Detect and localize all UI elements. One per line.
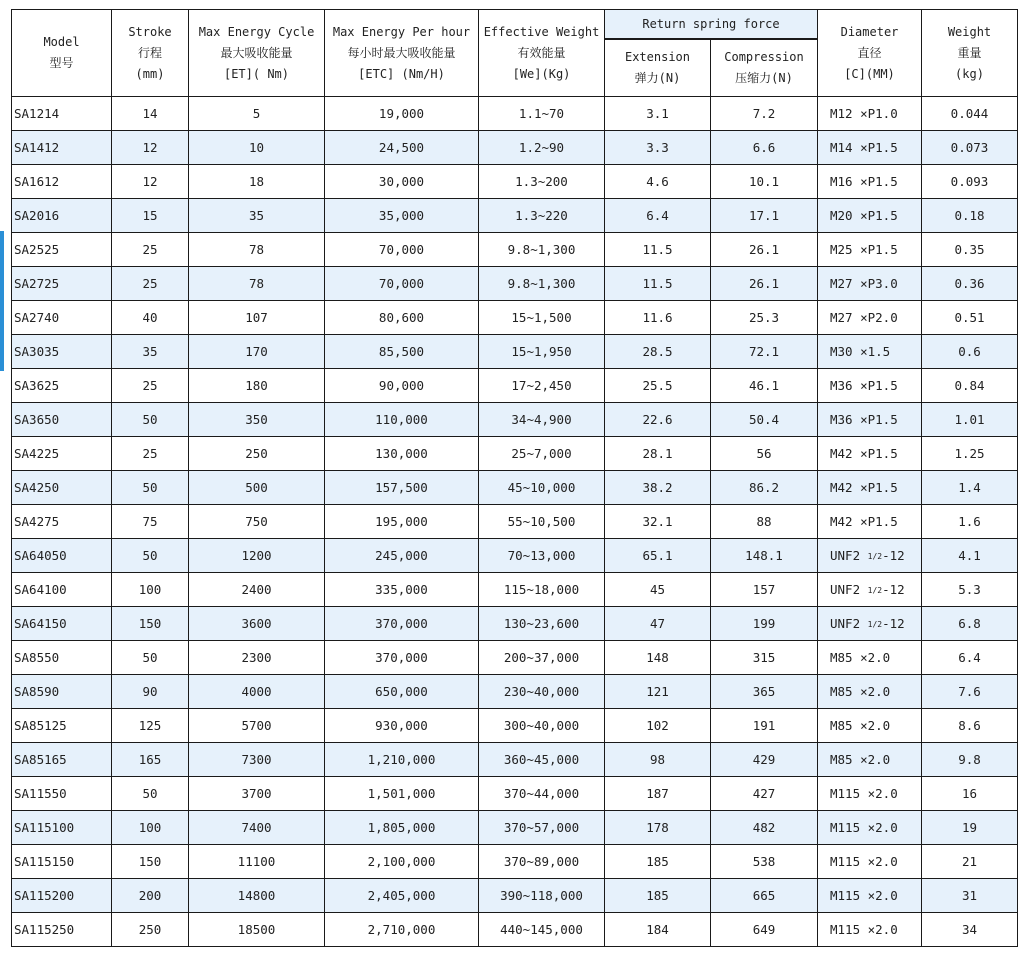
cell-max-energy-cycle: 35 — [189, 199, 325, 233]
table-row — [12, 301, 1018, 335]
cell-stroke: 50 — [112, 471, 189, 505]
cell-diameter — [818, 233, 922, 267]
cell-model: SA85165 — [12, 743, 112, 777]
cell-extension: 11.6 — [605, 301, 711, 335]
cell-max-energy-hour: 70,000 — [325, 267, 479, 301]
cell-stroke: 150 — [112, 607, 189, 641]
cell-max-energy-hour: 130,000 — [325, 437, 479, 471]
diameter-main: M36 ×P1.5 — [830, 412, 898, 427]
cell-model: SA3625 — [12, 369, 112, 403]
diameter-thread: -12 — [882, 616, 905, 631]
cell-model: SA2525 — [12, 233, 112, 267]
cell-weight: 4.1 — [922, 539, 1018, 573]
diameter-fraction: 1/2 — [867, 552, 883, 561]
cell-weight: 7.6 — [922, 675, 1018, 709]
cell-max-energy-cycle: 2400 — [189, 573, 325, 607]
cell-model: SA1214 — [12, 97, 112, 131]
cell-max-energy-hour: 2,405,000 — [325, 879, 479, 913]
table-row — [12, 539, 1018, 573]
cell-diameter — [818, 505, 922, 539]
cell-effective-weight: 1.2~90 — [479, 131, 605, 165]
cell-effective-weight: 9.8~1,300 — [479, 233, 605, 267]
cell-max-energy-hour: 195,000 — [325, 505, 479, 539]
cell-compression: 429 — [711, 743, 818, 777]
cell-stroke: 50 — [112, 403, 189, 437]
cell-effective-weight: 200~37,000 — [479, 641, 605, 675]
table-row — [12, 743, 1018, 777]
cell-diameter — [818, 641, 922, 675]
cell-effective-weight: 1.3~220 — [479, 199, 605, 233]
cell-max-energy-hour: 157,500 — [325, 471, 479, 505]
cell-extension: 121 — [605, 675, 711, 709]
cell-max-energy-hour: 2,100,000 — [325, 845, 479, 879]
cell-compression: 427 — [711, 777, 818, 811]
cell-diameter — [818, 675, 922, 709]
cell-model: SA8550 — [12, 641, 112, 675]
cell-stroke: 12 — [112, 165, 189, 199]
cell-effective-weight: 230~40,000 — [479, 675, 605, 709]
diameter-thread: -12 — [882, 582, 905, 597]
diameter-main: M14 ×P1.5 — [830, 140, 898, 155]
cell-extension: 65.1 — [605, 539, 711, 573]
cell-stroke: 125 — [112, 709, 189, 743]
cell-weight: 5.3 — [922, 573, 1018, 607]
cell-compression: 7.2 — [711, 97, 818, 131]
cell-diameter — [818, 335, 922, 369]
cell-effective-weight: 55~10,500 — [479, 505, 605, 539]
cell-compression: 25.3 — [711, 301, 818, 335]
cell-max-energy-cycle: 2300 — [189, 641, 325, 675]
cell-stroke: 75 — [112, 505, 189, 539]
cell-model: SA64150 — [12, 607, 112, 641]
table-row — [12, 97, 1018, 131]
cell-diameter — [818, 267, 922, 301]
cell-effective-weight: 34~4,900 — [479, 403, 605, 437]
cell-max-energy-cycle: 350 — [189, 403, 325, 437]
cell-model: SA115150 — [12, 845, 112, 879]
table-row — [12, 131, 1018, 165]
cell-weight: 0.18 — [922, 199, 1018, 233]
cell-compression: 157 — [711, 573, 818, 607]
cell-max-energy-cycle: 170 — [189, 335, 325, 369]
cell-compression: 538 — [711, 845, 818, 879]
cell-weight: 0.6 — [922, 335, 1018, 369]
cell-max-energy-hour: 85,500 — [325, 335, 479, 369]
cell-stroke: 50 — [112, 777, 189, 811]
cell-extension: 47 — [605, 607, 711, 641]
cell-diameter — [818, 131, 922, 165]
cell-compression: 6.6 — [711, 131, 818, 165]
cell-effective-weight: 390~118,000 — [479, 879, 605, 913]
table-header — [12, 10, 1018, 97]
table-row — [12, 369, 1018, 403]
cell-max-energy-cycle: 250 — [189, 437, 325, 471]
cell-max-energy-hour: 35,000 — [325, 199, 479, 233]
cell-diameter — [818, 879, 922, 913]
table-row — [12, 199, 1018, 233]
cell-model: SA2016 — [12, 199, 112, 233]
cell-diameter — [818, 607, 922, 641]
table-row — [12, 641, 1018, 675]
cell-stroke: 40 — [112, 301, 189, 335]
cell-effective-weight: 130~23,600 — [479, 607, 605, 641]
cell-max-energy-hour: 1,210,000 — [325, 743, 479, 777]
cell-diameter — [818, 743, 922, 777]
header-return-spring-force: Return spring force — [605, 10, 818, 40]
diameter-main: M115 ×2.0 — [830, 854, 898, 869]
header-model: Model 型号 — [12, 10, 112, 97]
cell-weight: 34 — [922, 913, 1018, 947]
diameter-fraction: 1/2 — [867, 586, 883, 595]
cell-weight: 9.8 — [922, 743, 1018, 777]
cell-weight: 0.35 — [922, 233, 1018, 267]
cell-weight: 0.84 — [922, 369, 1018, 403]
cell-diameter — [818, 573, 922, 607]
table-row — [12, 607, 1018, 641]
cell-weight: 1.6 — [922, 505, 1018, 539]
cell-diameter — [818, 471, 922, 505]
cell-max-energy-hour: 335,000 — [325, 573, 479, 607]
cell-model: SA4225 — [12, 437, 112, 471]
cell-stroke: 50 — [112, 539, 189, 573]
cell-extension: 184 — [605, 913, 711, 947]
cell-effective-weight: 70~13,000 — [479, 539, 605, 573]
cell-max-energy-cycle: 3600 — [189, 607, 325, 641]
cell-max-energy-hour: 70,000 — [325, 233, 479, 267]
cell-model: SA3650 — [12, 403, 112, 437]
diameter-main: M85 ×2.0 — [830, 718, 891, 733]
cell-extension: 45 — [605, 573, 711, 607]
cell-extension: 28.1 — [605, 437, 711, 471]
cell-effective-weight: 300~40,000 — [479, 709, 605, 743]
table-row — [12, 403, 1018, 437]
cell-effective-weight: 25~7,000 — [479, 437, 605, 471]
table-row — [12, 335, 1018, 369]
cell-max-energy-hour: 370,000 — [325, 641, 479, 675]
cell-weight: 1.01 — [922, 403, 1018, 437]
cell-effective-weight: 9.8~1,300 — [479, 267, 605, 301]
cell-weight: 0.093 — [922, 165, 1018, 199]
cell-extension: 102 — [605, 709, 711, 743]
cell-max-energy-cycle: 11100 — [189, 845, 325, 879]
cell-max-energy-hour: 930,000 — [325, 709, 479, 743]
cell-extension: 6.4 — [605, 199, 711, 233]
cell-diameter — [818, 97, 922, 131]
cell-max-energy-cycle: 78 — [189, 233, 325, 267]
cell-diameter — [818, 199, 922, 233]
cell-max-energy-hour: 2,710,000 — [325, 913, 479, 947]
cell-max-energy-cycle: 750 — [189, 505, 325, 539]
cell-compression: 482 — [711, 811, 818, 845]
cell-model: SA115250 — [12, 913, 112, 947]
diameter-main: M115 ×2.0 — [830, 820, 898, 835]
cell-max-energy-hour: 110,000 — [325, 403, 479, 437]
diameter-main: M27 ×P2.0 — [830, 310, 898, 325]
cell-stroke: 25 — [112, 437, 189, 471]
cell-compression: 26.1 — [711, 233, 818, 267]
cell-diameter — [818, 777, 922, 811]
cell-diameter — [818, 165, 922, 199]
header-extension: Extension 弹力(N) — [605, 39, 711, 97]
cell-stroke: 100 — [112, 573, 189, 607]
cell-diameter — [818, 811, 922, 845]
diameter-main: M16 ×P1.5 — [830, 174, 898, 189]
cell-extension: 3.1 — [605, 97, 711, 131]
cell-stroke: 100 — [112, 811, 189, 845]
diameter-main: M25 ×P1.5 — [830, 242, 898, 257]
cell-effective-weight: 370~44,000 — [479, 777, 605, 811]
table-body — [12, 97, 1018, 947]
cell-extension: 178 — [605, 811, 711, 845]
table-row — [12, 811, 1018, 845]
header-stroke: Stroke 行程 (mm) — [112, 10, 189, 97]
cell-weight: 6.8 — [922, 607, 1018, 641]
cell-diameter — [818, 845, 922, 879]
cell-model: SA64050 — [12, 539, 112, 573]
cell-max-energy-cycle: 3700 — [189, 777, 325, 811]
cell-max-energy-hour: 80,600 — [325, 301, 479, 335]
header-compression: Compression 压缩力(N) — [711, 39, 818, 97]
cell-stroke: 25 — [112, 369, 189, 403]
diameter-main: M30 ×1.5 — [830, 344, 891, 359]
cell-extension: 32.1 — [605, 505, 711, 539]
table-row — [12, 777, 1018, 811]
cell-stroke: 15 — [112, 199, 189, 233]
cell-weight: 31 — [922, 879, 1018, 913]
table-row — [12, 165, 1018, 199]
cell-max-energy-cycle: 78 — [189, 267, 325, 301]
diameter-main: M12 ×P1.0 — [830, 106, 898, 121]
table-row — [12, 675, 1018, 709]
cell-weight: 0.044 — [922, 97, 1018, 131]
diameter-main: M36 ×P1.5 — [830, 378, 898, 393]
cell-effective-weight: 15~1,500 — [479, 301, 605, 335]
cell-max-energy-cycle: 7400 — [189, 811, 325, 845]
cell-effective-weight: 370~89,000 — [479, 845, 605, 879]
cell-stroke: 150 — [112, 845, 189, 879]
cell-compression: 191 — [711, 709, 818, 743]
table-row — [12, 709, 1018, 743]
cell-model: SA64100 — [12, 573, 112, 607]
cell-weight: 1.4 — [922, 471, 1018, 505]
diameter-main: M85 ×2.0 — [830, 684, 891, 699]
cell-extension: 98 — [605, 743, 711, 777]
cell-max-energy-hour: 24,500 — [325, 131, 479, 165]
cell-effective-weight: 1.1~70 — [479, 97, 605, 131]
cell-max-energy-cycle: 18500 — [189, 913, 325, 947]
cell-max-energy-hour: 245,000 — [325, 539, 479, 573]
cell-weight: 0.36 — [922, 267, 1018, 301]
diameter-main: M115 ×2.0 — [830, 888, 898, 903]
cell-extension: 3.3 — [605, 131, 711, 165]
cell-max-energy-cycle: 18 — [189, 165, 325, 199]
cell-model: SA115100 — [12, 811, 112, 845]
cell-diameter — [818, 539, 922, 573]
cell-compression: 86.2 — [711, 471, 818, 505]
cell-compression: 17.1 — [711, 199, 818, 233]
diameter-fraction: 1/2 — [867, 620, 883, 629]
diameter-main: M20 ×P1.5 — [830, 208, 898, 223]
cell-stroke: 50 — [112, 641, 189, 675]
cell-model: SA115200 — [12, 879, 112, 913]
diameter-main: M115 ×2.0 — [830, 922, 898, 937]
cell-effective-weight: 360~45,000 — [479, 743, 605, 777]
cell-max-energy-cycle: 500 — [189, 471, 325, 505]
header-max-energy-per-hour: Max Energy Per hour 每小时最大吸收能量 [ETC] (Nm/H) — [325, 10, 479, 97]
cell-extension: 28.5 — [605, 335, 711, 369]
cell-max-energy-hour: 90,000 — [325, 369, 479, 403]
cell-compression: 199 — [711, 607, 818, 641]
cell-extension: 4.6 — [605, 165, 711, 199]
diameter-main: UNF2 — [830, 548, 868, 563]
cell-compression: 649 — [711, 913, 818, 947]
cell-diameter — [818, 913, 922, 947]
cell-max-energy-hour: 1,501,000 — [325, 777, 479, 811]
cell-max-energy-cycle: 7300 — [189, 743, 325, 777]
diameter-main: UNF2 — [830, 616, 868, 631]
cell-extension: 25.5 — [605, 369, 711, 403]
diameter-main: M27 ×P3.0 — [830, 276, 898, 291]
header-weight: Weight 重量 (kg) — [922, 10, 1018, 97]
header-effective-weight: Effective Weight 有效能量 [We](Kg) — [479, 10, 605, 97]
cell-model: SA4250 — [12, 471, 112, 505]
cell-max-energy-cycle: 4000 — [189, 675, 325, 709]
cell-model: SA11550 — [12, 777, 112, 811]
diameter-main: M85 ×2.0 — [830, 650, 891, 665]
cell-max-energy-cycle: 10 — [189, 131, 325, 165]
cell-extension: 11.5 — [605, 267, 711, 301]
cell-diameter — [818, 403, 922, 437]
cell-effective-weight: 45~10,000 — [479, 471, 605, 505]
diameter-main: M42 ×P1.5 — [830, 514, 898, 529]
diameter-main: M42 ×P1.5 — [830, 446, 898, 461]
shock-absorber-spec-table — [11, 9, 1018, 947]
table-row — [12, 471, 1018, 505]
cell-weight: 21 — [922, 845, 1018, 879]
diameter-main: M42 ×P1.5 — [830, 480, 898, 495]
cell-max-energy-cycle: 107 — [189, 301, 325, 335]
cell-stroke: 25 — [112, 233, 189, 267]
cell-max-energy-hour: 370,000 — [325, 607, 479, 641]
cell-effective-weight: 440~145,000 — [479, 913, 605, 947]
cell-weight: 19 — [922, 811, 1018, 845]
accent-bar — [0, 231, 4, 371]
cell-compression: 72.1 — [711, 335, 818, 369]
cell-diameter — [818, 301, 922, 335]
cell-extension: 187 — [605, 777, 711, 811]
cell-max-energy-cycle: 180 — [189, 369, 325, 403]
cell-stroke: 200 — [112, 879, 189, 913]
table-row — [12, 505, 1018, 539]
table-row — [12, 845, 1018, 879]
cell-model: SA85125 — [12, 709, 112, 743]
cell-compression: 26.1 — [711, 267, 818, 301]
cell-model: SA3035 — [12, 335, 112, 369]
cell-compression: 148.1 — [711, 539, 818, 573]
cell-stroke: 12 — [112, 131, 189, 165]
cell-compression: 315 — [711, 641, 818, 675]
cell-compression: 46.1 — [711, 369, 818, 403]
header-max-energy-cycle: Max Energy Cycle 最大吸收能量 [ET]( Nm) — [189, 10, 325, 97]
cell-compression: 50.4 — [711, 403, 818, 437]
cell-stroke: 14 — [112, 97, 189, 131]
cell-extension: 185 — [605, 845, 711, 879]
cell-stroke: 35 — [112, 335, 189, 369]
cell-max-energy-hour: 30,000 — [325, 165, 479, 199]
cell-effective-weight: 15~1,950 — [479, 335, 605, 369]
cell-model: SA1612 — [12, 165, 112, 199]
cell-diameter — [818, 437, 922, 471]
cell-max-energy-cycle: 1200 — [189, 539, 325, 573]
cell-stroke: 250 — [112, 913, 189, 947]
cell-max-energy-cycle: 5 — [189, 97, 325, 131]
table-row — [12, 573, 1018, 607]
diameter-main: UNF2 — [830, 582, 868, 597]
table-row — [12, 879, 1018, 913]
header-diameter: Diameter 直径 [C](MM) — [818, 10, 922, 97]
cell-weight: 6.4 — [922, 641, 1018, 675]
cell-max-energy-cycle: 14800 — [189, 879, 325, 913]
cell-effective-weight: 370~57,000 — [479, 811, 605, 845]
cell-weight: 8.6 — [922, 709, 1018, 743]
diameter-main: M85 ×2.0 — [830, 752, 891, 767]
cell-weight: 16 — [922, 777, 1018, 811]
cell-compression: 10.1 — [711, 165, 818, 199]
cell-max-energy-hour: 650,000 — [325, 675, 479, 709]
cell-extension: 185 — [605, 879, 711, 913]
cell-weight: 1.25 — [922, 437, 1018, 471]
cell-stroke: 165 — [112, 743, 189, 777]
cell-compression: 665 — [711, 879, 818, 913]
cell-weight: 0.51 — [922, 301, 1018, 335]
cell-max-energy-hour: 19,000 — [325, 97, 479, 131]
cell-effective-weight: 1.3~200 — [479, 165, 605, 199]
cell-diameter — [818, 709, 922, 743]
cell-compression: 56 — [711, 437, 818, 471]
cell-max-energy-hour: 1,805,000 — [325, 811, 479, 845]
cell-model: SA4275 — [12, 505, 112, 539]
cell-effective-weight: 115~18,000 — [479, 573, 605, 607]
cell-extension: 11.5 — [605, 233, 711, 267]
diameter-main: M115 ×2.0 — [830, 786, 898, 801]
cell-max-energy-cycle: 5700 — [189, 709, 325, 743]
cell-stroke: 90 — [112, 675, 189, 709]
cell-effective-weight: 17~2,450 — [479, 369, 605, 403]
cell-extension: 38.2 — [605, 471, 711, 505]
table-row — [12, 913, 1018, 947]
cell-extension: 22.6 — [605, 403, 711, 437]
cell-extension: 148 — [605, 641, 711, 675]
table-row — [12, 267, 1018, 301]
cell-model: SA2725 — [12, 267, 112, 301]
cell-stroke: 25 — [112, 267, 189, 301]
diameter-thread: -12 — [882, 548, 905, 563]
cell-weight: 0.073 — [922, 131, 1018, 165]
table-row — [12, 437, 1018, 471]
table-row — [12, 233, 1018, 267]
cell-model: SA8590 — [12, 675, 112, 709]
cell-compression: 88 — [711, 505, 818, 539]
cell-model: SA1412 — [12, 131, 112, 165]
cell-model: SA2740 — [12, 301, 112, 335]
cell-compression: 365 — [711, 675, 818, 709]
cell-diameter — [818, 369, 922, 403]
